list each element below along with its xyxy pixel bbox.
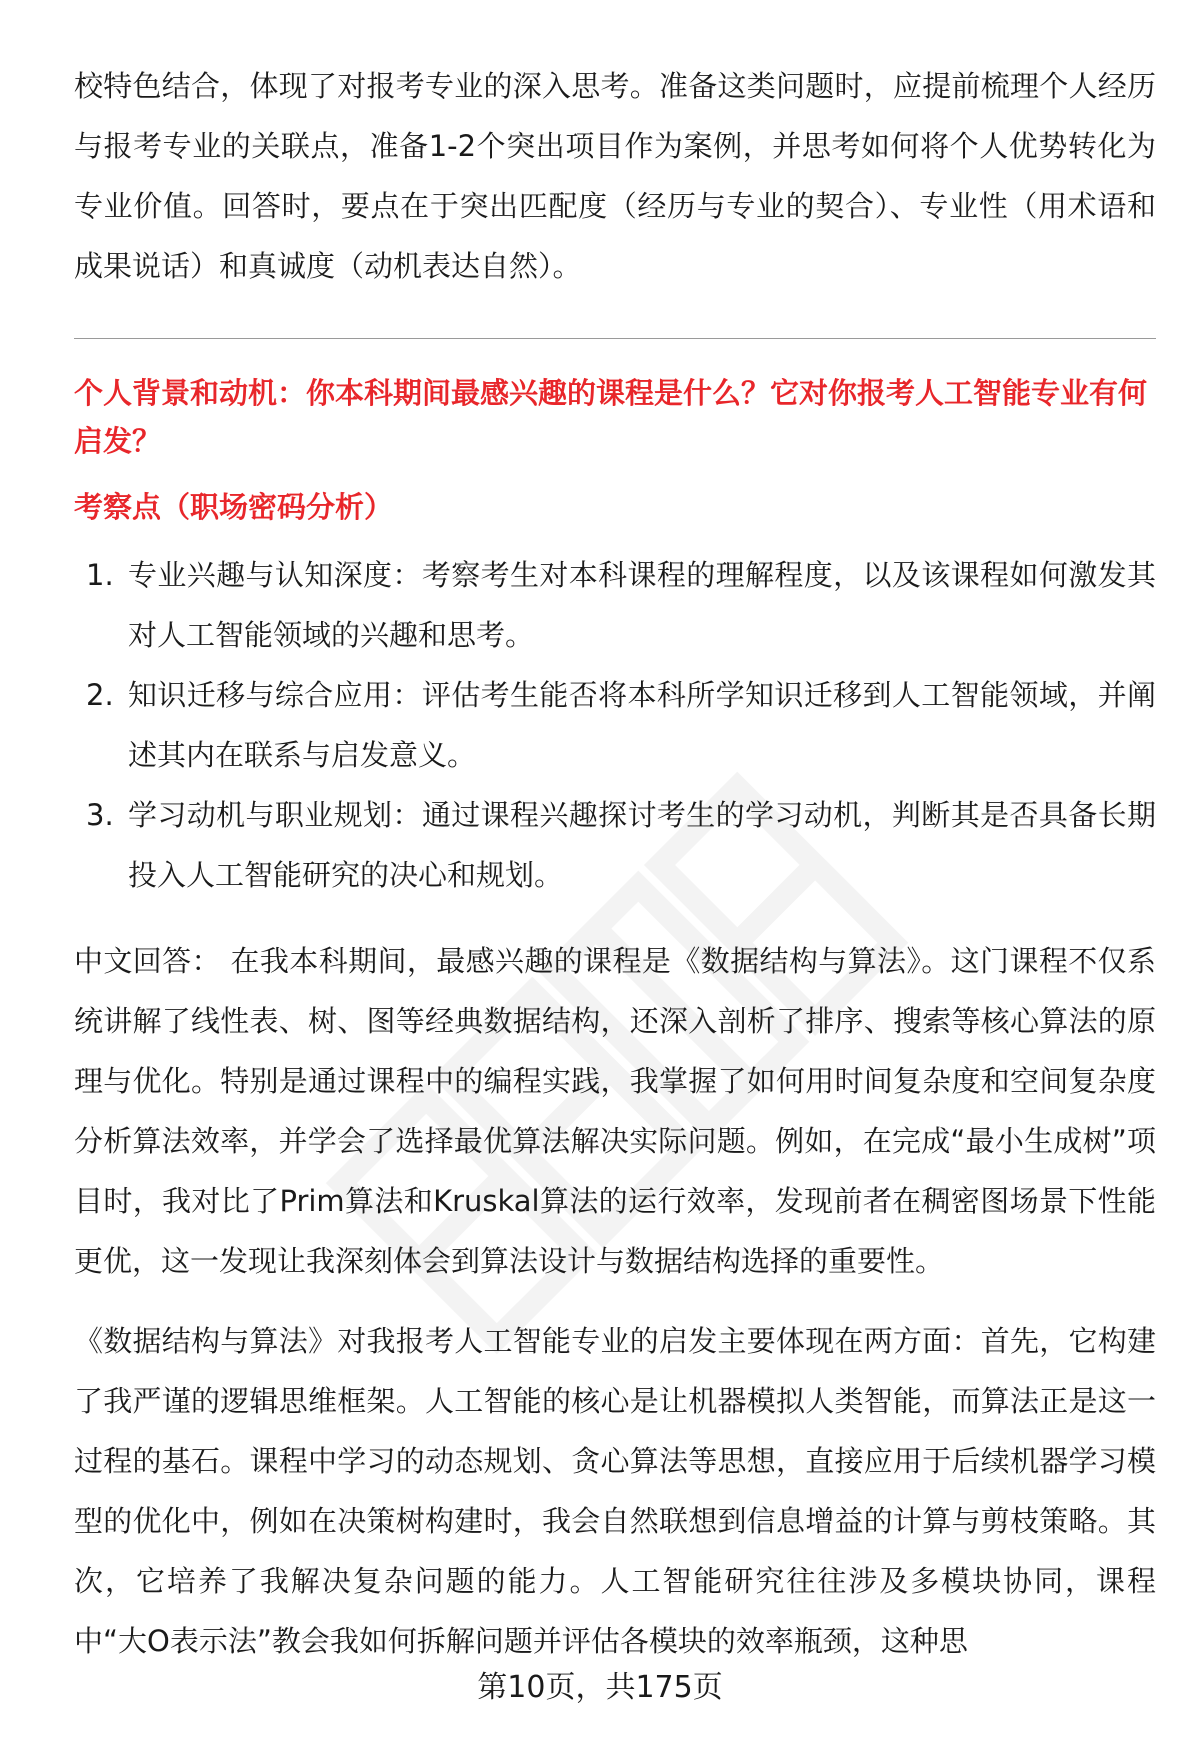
- question-heading: 个人背景和动机：你本科期间最感兴趣的课程是什么？它对你报考人工智能专业有何启发？: [74, 376, 1148, 458]
- points-list: [74, 545, 1156, 905]
- intro-paragraph: 校特色结合，体现了对报考专业的深入思考。准备这类问题时，应提前梳理个人经历与报考专业的关联点，准备1-2个突出项目作为案例，并思考如何将个人优势转化为专业价值。回答时，要点在于突出匹配度（经历与专业的契合）、专业性（用术语和成果说话）和真诚度（动机表达自然）。: [74, 69, 1156, 283]
- section-divider: [74, 338, 1156, 339]
- section-title: 考察点（职场密码分析）: [74, 490, 394, 524]
- answer-paragraph: 中文回答： 在我本科期间，最感兴趣的课程是《数据结构与算法》。这门课程不仅系统讲解了线性表、树、图等经典数据结构，还深入剖析了排序、搜索等核心算法的原理与优化。特别是通过课程中的编程实践，我掌握了如何用时间复杂度和空间复杂度分析算法效率，并学会了选择最优算法解决实际问题。例如，在完成“最小生成树”项目时，我对比了Prim算法和Kruskal算法的运行效率，发现前者在稠密图场景下性能更优，这一发现让我深刻体会到算法设计与数据结构选择的重要性。: [74, 944, 1156, 1278]
- list-item-number: 3.: [86, 798, 114, 832]
- list-item: [74, 545, 1156, 665]
- answer-paragraph-continued: 《数据结构与算法》对我报考人工智能专业的启发主要体现在两方面：首先，它构建了我严谨的逻辑思维框架。人工智能的核心是让机器模拟人类智能，而算法正是这一过程的基石。课程中学习的动态规划、贪心算法等思想，直接应用于后续机器学习模型的优化中，例如在决策树构建时，我会自然联想到信息增益的计算与剪枝策略。其次，它培养了我解决复杂问题的能力。人工智能研究往往涉及多模块协同，课程中“大O表示法”教会我如何拆解问题并评估各模块的效率瓶颈，这种思: [74, 1324, 1156, 1658]
- list-item-number: 1.: [86, 558, 114, 592]
- list-item: [74, 665, 1156, 785]
- list-item: [74, 785, 1156, 905]
- list-item-number: 2.: [86, 678, 114, 712]
- page-footer: 第10页，共175页: [477, 1670, 723, 1705]
- list-item-text: 学习动机与职业规划：通过课程兴趣探讨考生的学习动机，判断其是否具备长期投入人工智能研究的决心和规划。: [128, 798, 1156, 892]
- page-content: [74, 56, 1156, 1671]
- list-item-text: 专业兴趣与认知深度：考察考生对本科课程的理解程度，以及该课程如何激发其对人工智能领域的兴趣和思考。: [128, 558, 1156, 652]
- list-item-text: 知识迁移与综合应用：评估考生能否将本科所学知识迁移到人工智能领域，并阐述其内在联系与启发意义。: [128, 678, 1156, 772]
